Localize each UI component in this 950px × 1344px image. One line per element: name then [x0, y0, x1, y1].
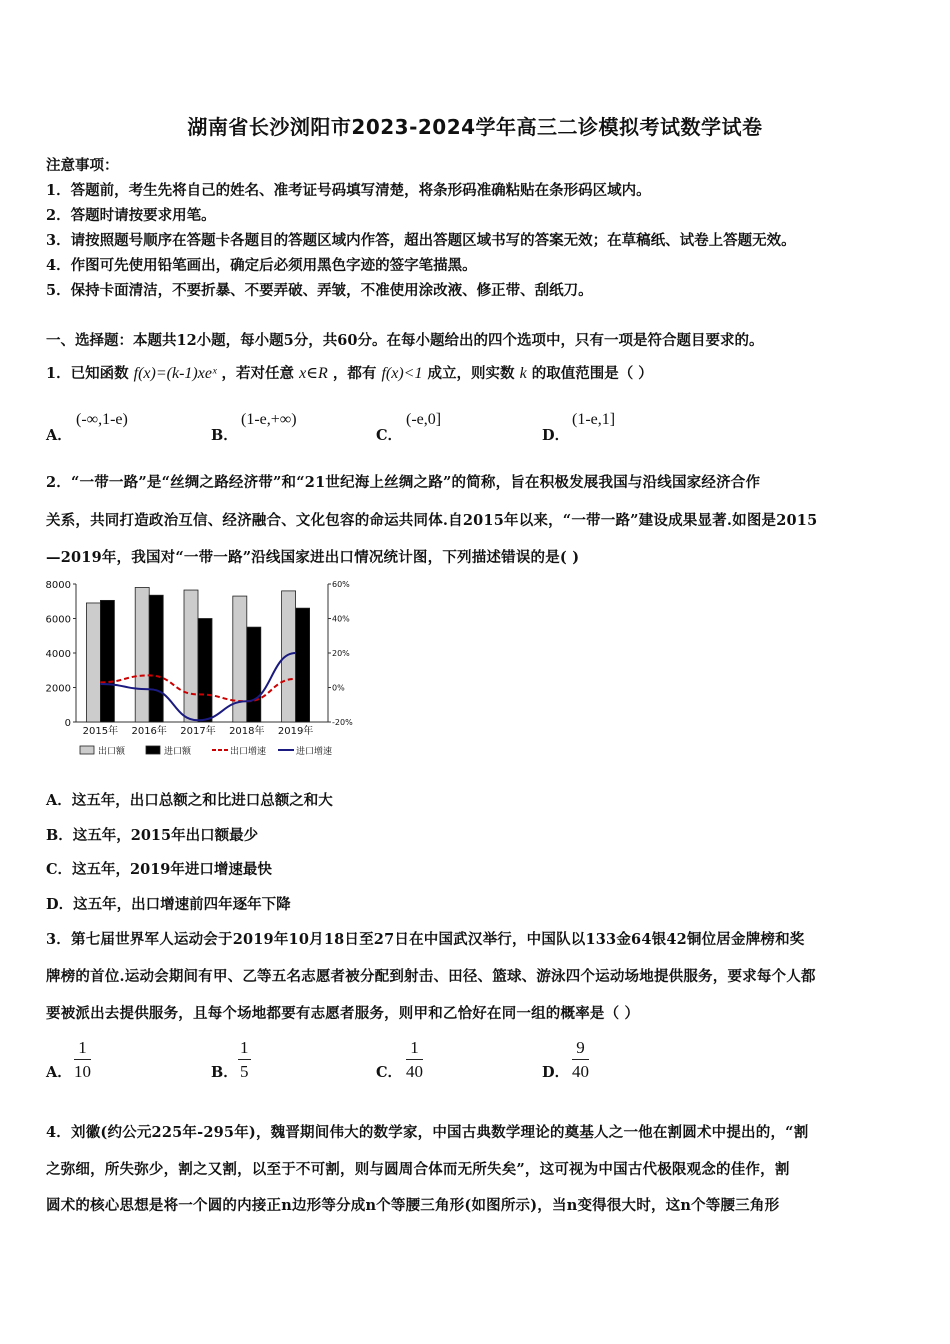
q3-stem-line: 牌榜的首位.运动会期间有甲、乙等五名志愿者被分配到射击、田径、篮球、游泳四个运动场地提供服务，要求每个人都 [46, 968, 816, 985]
q1-option-d-label[interactable]: D． [542, 427, 570, 444]
y-tick-label-left: 0 [64, 718, 71, 729]
fraction-denominator: 5 [240, 1062, 249, 1081]
legend-label: 进口额 [164, 747, 192, 757]
q3-option-a-fraction [74, 1037, 91, 1084]
y-tick-label-right: 40% [332, 614, 350, 624]
trade-chart [42, 573, 353, 763]
q1-inequality: f(x)<1 [381, 365, 423, 382]
q1-option-d-value: (1-e,1] [572, 411, 616, 428]
q1-condition: x∈R [299, 365, 328, 382]
import-bar [100, 600, 114, 722]
x-tick-label: 2016年 [131, 726, 167, 737]
q4-stem-line: 4．刘徽(约公元225年-295年)，魏晋期间伟大的数学家，中国古典数学理论的奠基人之一他在割圆术中提出的，“割 [46, 1124, 809, 1141]
q1-mid3: 成立，则实数 [427, 365, 515, 382]
q1-prefix: 1．已知函数 [46, 365, 129, 382]
q2-option-b[interactable]: B．这五年，2015年出口额最少 [46, 827, 259, 844]
q2-option-d[interactable]: D．这五年，出口增速前四年逐年下降 [46, 896, 291, 913]
q3-option-c-label[interactable]: C． [376, 1064, 403, 1081]
q3-stem-line: 3．第七届世界军人运动会于2019年10月18日至27日在中国武汉举行，中国队以133金64银42铜位居金牌榜和奖 [46, 931, 805, 948]
q3-option-d-label[interactable]: D． [542, 1064, 570, 1081]
x-tick-label: 2015年 [82, 726, 119, 737]
q1-mid2: ，都有 [332, 365, 377, 382]
q3-option-b-fraction [238, 1037, 251, 1084]
export-bar [184, 590, 198, 722]
fraction-numerator: 1 [74, 1037, 91, 1060]
x-tick-label: 2019年 [277, 726, 314, 737]
notice-item: 5．保持卡面清洁，不要折暴、不要弄破、弄皱，不准使用涂改液、修正带、刮纸刀。 [46, 282, 593, 299]
x-tick-label: 2018年 [229, 726, 265, 737]
q1-option-c-label[interactable]: C． [376, 427, 403, 444]
q2-option-a[interactable]: A．这五年，出口总额之和比进口总额之和大 [46, 792, 333, 809]
question-1-stem [46, 362, 653, 383]
q2-stem-line: 关系，共同打造政治互信、经济融合、文化包容的命运共同体.自2015年以来，“一带一路”建设成果显著.如图是2015 [46, 512, 818, 529]
q1-variable: k [519, 365, 527, 382]
q3-stem-line: 要被派出去提供服务，且每个场地都要有志愿者服务，则甲和乙恰好在同一组的概率是（ ） [46, 1005, 640, 1022]
q2-stem-line: —2019年，我国对“一带一路”沿线国家进出口情况统计图，下列描述错误的是( ) [46, 549, 580, 566]
import-bar [296, 608, 310, 722]
import-bar [149, 595, 163, 722]
legend-swatch [146, 746, 160, 754]
q1-option-c-value: (-e,0] [406, 411, 442, 428]
y-tick-label-left: 8000 [45, 580, 71, 591]
notice-item: 1．答题前，考生先将自己的姓名、准考证号码填写清楚，将条形码准确粘贴在条形码区域内。 [46, 182, 651, 199]
q1-function: f(x)=(k-1)xeˣ [133, 365, 217, 382]
export-bar [86, 603, 100, 722]
legend-swatch [80, 746, 94, 754]
q1-option-a-value: (-∞,1-e) [76, 411, 128, 428]
y-tick-label-left: 4000 [45, 649, 71, 660]
y-tick-label-right: -20% [332, 718, 353, 727]
notice-heading: 注意事项： [46, 157, 119, 174]
q1-option-a-label[interactable]: A． [46, 427, 72, 444]
y-tick-label-left: 2000 [45, 683, 71, 695]
import-bar [198, 619, 212, 723]
notice-item: 2．答题时请按要求用笔。 [46, 207, 216, 224]
q3-option-d-fraction [572, 1037, 589, 1084]
export-bar [135, 587, 149, 722]
x-tick-label: 2017年 [180, 726, 216, 737]
legend-label: 出口增速 [230, 747, 267, 757]
legend-label: 进口增速 [296, 747, 333, 757]
legend-label: 出口额 [98, 747, 126, 757]
fraction-numerator: 1 [238, 1037, 251, 1060]
fraction-denominator: 40 [572, 1062, 589, 1081]
y-tick-label-right: 0% [332, 683, 345, 693]
q1-option-b-value: (1-e,+∞) [241, 411, 297, 428]
import-bar [247, 627, 261, 722]
fraction-denominator: 10 [74, 1062, 91, 1081]
fraction-numerator: 1 [406, 1037, 423, 1060]
q2-option-c[interactable]: C．这五年，2019年进口增速最快 [46, 861, 272, 878]
y-tick-label-right: 60% [332, 580, 350, 589]
q1-option-b-label[interactable]: B． [211, 427, 238, 444]
q2-stem-line: 2．“一带一路”是“丝绸之路经济带”和“21世纪海上丝绸之路”的简称，旨在积极发展我国与沿线国家经济合作 [46, 474, 761, 491]
notice-item: 3．请按照题号顺序在答题卡各题目的答题区域内作答，超出答题区域书写的答案无效；在草稿纸、试卷上答题无效。 [46, 232, 796, 249]
y-tick-label-left: 6000 [45, 614, 71, 626]
q4-stem-line: 之弥细，所失弥少，割之又割，以至于不可割，则与圆周合体而无所失矣”，这可视为中国古代极限观念的佳作，割 [46, 1161, 790, 1178]
q3-option-c-fraction [406, 1037, 423, 1084]
notice-item: 4．作图可先使用铅笔画出，确定后必须用黑色字迹的签字笔描黑。 [46, 257, 477, 274]
section-heading: 一、选择题：本题共12小题，每小题5分，共60分。在每小题给出的四个选项中，只有一项是符合题目要求的。 [46, 332, 764, 349]
page-title: 湖南省长沙浏阳市2023-2024学年高三二诊模拟考试数学试卷 [187, 115, 763, 139]
q3-option-a-label[interactable]: A． [46, 1064, 72, 1081]
y-tick-label-right: 20% [332, 649, 350, 658]
q1-mid1: ，若对任意 [221, 365, 295, 382]
fraction-denominator: 40 [406, 1062, 423, 1081]
export-bar [282, 591, 296, 722]
q4-stem-line: 圆术的核心思想是将一个圆的内接正n边形等分成n个等腰三角形(如图所示)，当n变得很大时，这n个等腰三角形 [46, 1197, 780, 1214]
q1-suffix: 的取值范围是（ ） [531, 365, 653, 382]
q3-option-b-label[interactable]: B． [211, 1064, 238, 1081]
fraction-numerator: 9 [572, 1037, 589, 1060]
